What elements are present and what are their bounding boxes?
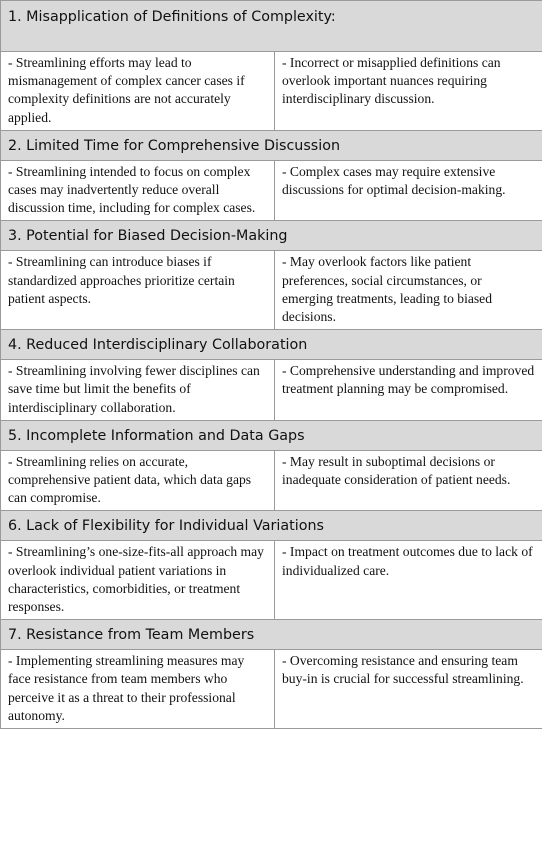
cell-challenge: - Streamlining involving fewer disciplines can save time but limit the benefits of interdisciplinary collaboration. [1, 360, 275, 421]
table-row [1, 52, 542, 131]
section-header-row [1, 620, 542, 650]
cell-challenge: - Streamlining efforts may lead to mismanagement of complex cancer cases if complexity definitions are not accurately applied. [1, 52, 275, 131]
cell-impact: - Comprehensive understanding and improved treatment planning may be compromised. [275, 360, 542, 421]
table-row [1, 450, 542, 511]
cell-impact: - Incorrect or misapplied definitions can overlook important nuances requiring interdisciplinary discussion. [275, 52, 542, 131]
section-title: 2. Limited Time for Comprehensive Discussion [1, 130, 542, 160]
table-row [1, 541, 542, 620]
cell-impact: - Overcoming resistance and ensuring team buy-in is crucial for successful streamlining. [275, 650, 542, 729]
cell-impact: - May result in suboptimal decisions or inadequate consideration of patient needs. [275, 450, 542, 511]
section-title: 5. Incomplete Information and Data Gaps [1, 420, 542, 450]
section-header-row [1, 130, 542, 160]
cell-challenge: - Streamlining intended to focus on complex cases may inadvertently reduce overall discussion time, including for complex cases. [1, 160, 275, 221]
section-title: 3. Potential for Biased Decision-Making [1, 221, 542, 251]
table-row [1, 650, 542, 729]
section-header-row [1, 330, 542, 360]
section-header-row [1, 221, 542, 251]
cell-challenge: - Implementing streamlining measures may face resistance from team members who perceive it as a threat to their professional autonomy. [1, 650, 275, 729]
table-row [1, 360, 542, 421]
section-title: 1. Misapplication of Definitions of Complexity: [1, 1, 542, 52]
cell-impact: - Impact on treatment outcomes due to lack of individualized care. [275, 541, 542, 620]
cell-challenge: - Streamlining can introduce biases if standardized approaches prioritize certain patient aspects. [1, 251, 275, 330]
section-title: 6. Lack of Flexibility for Individual Variations [1, 511, 542, 541]
section-title: 7. Resistance from Team Members [1, 620, 542, 650]
section-title: 4. Reduced Interdisciplinary Collaboration [1, 330, 542, 360]
cell-challenge: - Streamlining’s one-size-fits-all approach may overlook individual patient variations in characteristics, comorbidities, or treatment responses. [1, 541, 275, 620]
cell-impact: - May overlook factors like patient preferences, social circumstances, or emerging treatments, leading to biased decisions. [275, 251, 542, 330]
section-header-row [1, 1, 542, 52]
cell-challenge: - Streamlining relies on accurate, comprehensive patient data, which data gaps can compromise. [1, 450, 275, 511]
cell-impact: - Complex cases may require extensive discussions for optimal decision-making. [275, 160, 542, 221]
section-header-row [1, 511, 542, 541]
table-row [1, 251, 542, 330]
section-header-row [1, 420, 542, 450]
table-row [1, 160, 542, 221]
